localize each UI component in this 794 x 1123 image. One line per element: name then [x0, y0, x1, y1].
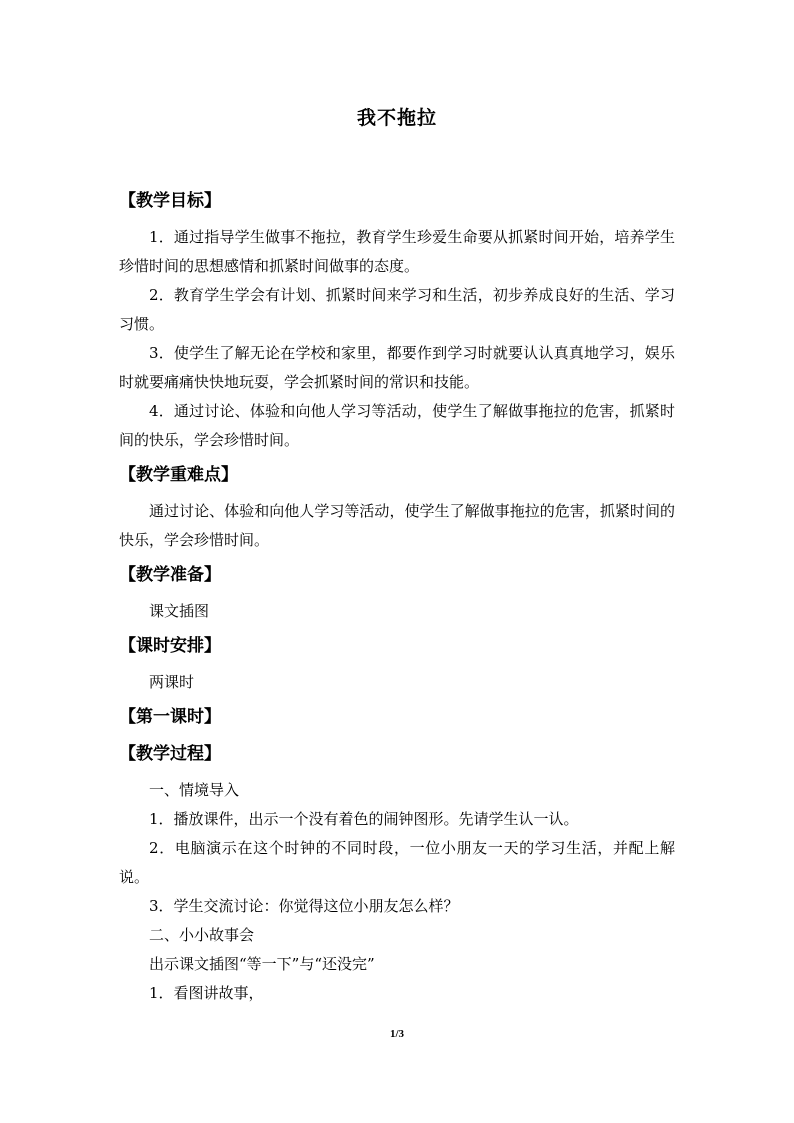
- document-body: [119, 186, 675, 1008]
- section-heading-key-points: 【教学重难点】: [119, 465, 238, 485]
- key-points-text: 通过讨论、体验和向他人学习等活动，使学生了解做事拖拉的危害，抓紧时间的快乐，学会珍惜时间。: [119, 502, 675, 549]
- preparation-text: 课文插图: [149, 602, 210, 620]
- section-heading-goals: 【教学目标】: [119, 191, 221, 211]
- goal-item-3: 3．使学生了解无论在学校和家里，都要作到学习时就要认认真真地学习，娱乐时就要痛痛快快地玩耍，学会抓紧时间的常识和技能。: [119, 344, 675, 391]
- document-title: 我不拖拉: [356, 107, 437, 129]
- goal-item-2: 2．教育学生学会有计划、抓紧时间来学习和生活，初步养成良好的生活、学习习惯。: [119, 286, 675, 333]
- goal-item-1: 1．通过指导学生做事不拖拉，教育学生珍爱生命要从抓紧时间开始，培养学生珍惜时间的思想感情和抓紧时间做事的态度。: [119, 228, 675, 275]
- section-heading-schedule: 【课时安排】: [119, 636, 221, 656]
- process-line-1: 一、情境导入: [149, 781, 240, 799]
- process-line-7: 1．看图讲故事，: [149, 984, 264, 1002]
- process-line-6: 出示课文插图“等一下”与“还没完”: [149, 955, 375, 973]
- page-number: 1/3: [389, 1028, 405, 1040]
- section-heading-process: 【教学过程】: [119, 744, 221, 764]
- process-line-5: 二、小小故事会: [149, 926, 255, 944]
- schedule-text: 两课时: [149, 673, 195, 691]
- process-line-3: 2．电脑演示在这个时钟的不同时段，一位小朋友一天的学习生活，并配上解说。: [119, 839, 675, 886]
- goal-item-4: 4．通过讨论、体验和向他人学习等活动，使学生了解做事拖拉的危害，抓紧时间的快乐，学会珍惜时间。: [119, 402, 675, 449]
- section-heading-first-lesson: 【第一课时】: [119, 707, 221, 727]
- process-line-2: 1．播放课件，出示一个没有着色的闹钟图形。先请学生认一认。: [149, 810, 579, 828]
- section-heading-preparation: 【教学准备】: [119, 565, 221, 585]
- process-line-4: 3．学生交流讨论：你觉得这位小朋友怎么样？: [149, 897, 459, 915]
